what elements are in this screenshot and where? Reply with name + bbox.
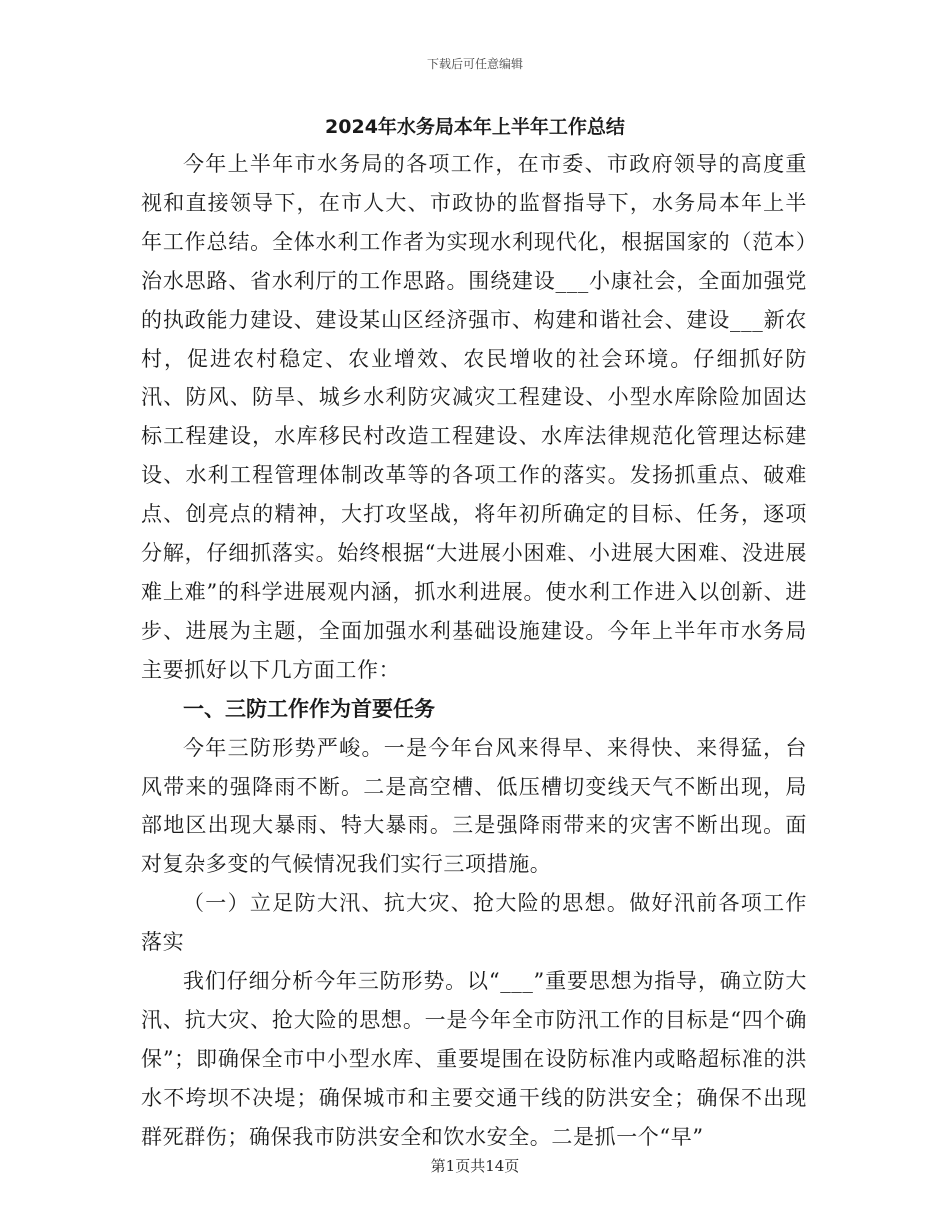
page-number: 第1页共14页 xyxy=(430,1157,520,1175)
section-1-heading: 一、三防工作作为首要任务 xyxy=(183,696,435,721)
intro-paragraph: 今年上半年市水务局的各项工作，在市委、市政府领导的高度重视和直接领导下，在市人大、市政协的监督指导下，水务局本年上半年工作总结。全体水利工作者为实现水利现代化，根据国家的（范本）治水思路、省水利厅的工作思路。围绕建设___小康社会，全面加强党的执政能力建设、建设某山区经济强市、构建和谐社会、建设___新农村，促进农村稳定、农业增效、农民增收的社会环境。仔细抓好防汛、防风、防旱、城乡水利防灾减灾工程建设、小型水库除险加固达标工程建设，水库移民村改造工程建设、水库法律规范化管理达标建设、水利工程管理体制改革等的各项工作的落实。发扬抓重点、破难点、创亮点的精神，大打攻坚战，将年初所确定的目标、任务，逐项分解，仔细抓落实。始终根据“大进展小困难、小进展大困难、没进展难上难”的科学进展观内涵，抓水利进展。使水利工作进入以创新、进步、进展为主题，全面加强水利基础设施建设。今年上半年市水务局主要抓好以下几方面工作： xyxy=(141,152,807,682)
subsection-1-heading: （一）立足防大汛、抗大灾、抢大险的思想。做好汛前各项工作落实 xyxy=(141,891,807,955)
subsection-1-paragraph: 我们仔细分析今年三防形势。以“___”重要思想为指导，确立防大汛、抗大灾、抢大险的思想。一是今年全市防汛工作的目标是“四个确保”；即确保全市中小型水库、重要堤围在设防标准内或略超标准的洪水不垮坝不决堤；确保城市和主要交通干线的防洪安全；确保不出现群死群伤；确保我市防洪安全和饮水安全。二是抓一个“早” xyxy=(141,969,807,1149)
document-title: 2024年水务局本年上半年工作总结 xyxy=(325,116,625,138)
page-header-note: 下载后可任意编辑 xyxy=(426,57,523,71)
section-1-paragraph: 今年三防形势严峻。一是今年台风来得早、来得快、来得猛，台风带来的强降雨不断。二是高空槽、低压槽切变线天气不断出现，局部地区出现大暴雨、特大暴雨。三是强降雨带来的灾害不断出现。面对复杂多变的气候情况我们实行三项措施。 xyxy=(141,735,807,877)
document-body xyxy=(141,145,807,1157)
